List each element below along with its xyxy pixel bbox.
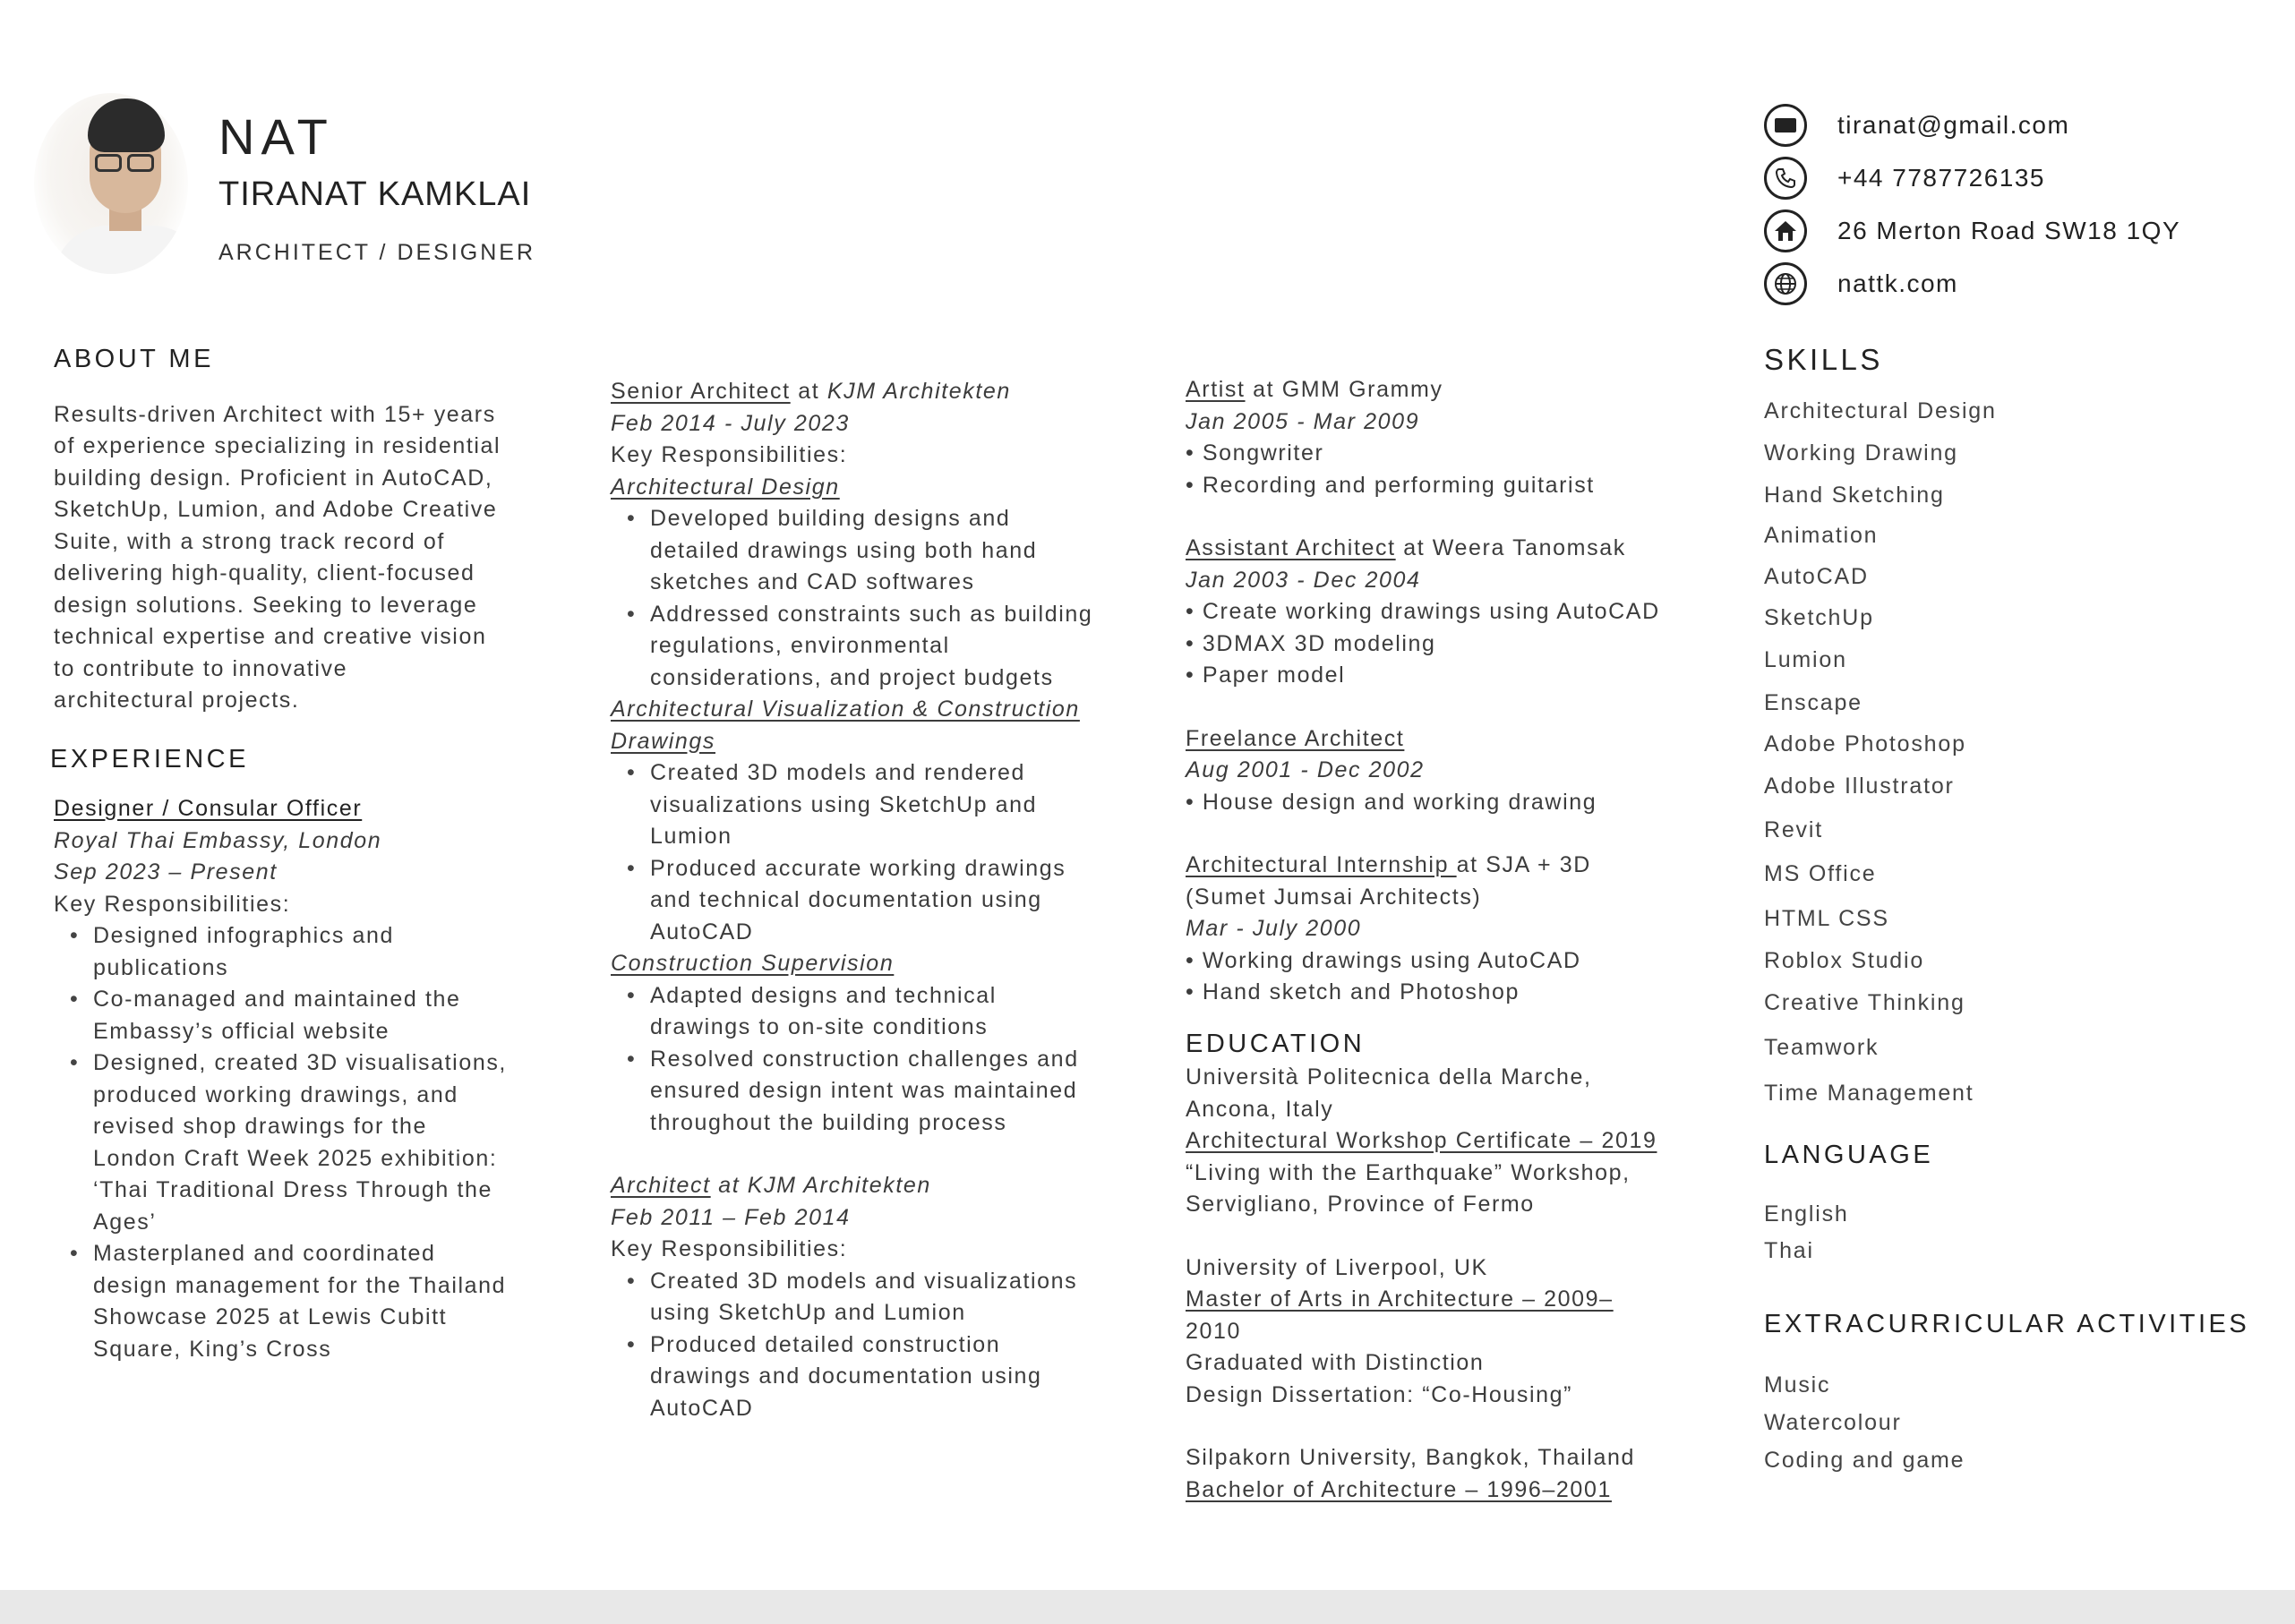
skill-item: Time Management: [1764, 1080, 1974, 1106]
job-title: Freelance Architect: [1186, 725, 1405, 751]
job-title: Architectural Internship: [1186, 852, 1457, 877]
list-item: • Developed building designs and detailed drawings using both hand sketches and CAD softwares: [650, 503, 1130, 599]
language-heading: LANGUAGE: [1764, 1140, 1934, 1169]
responsibilities-list: [611, 757, 1130, 948]
job-dates: Jan 2003 - Dec 2004: [1186, 567, 1421, 593]
job-dates: Mar - July 2000: [1186, 916, 1362, 941]
skill-item: Hand Sketching: [1764, 482, 1945, 508]
skill-item: Architectural Design: [1764, 397, 1997, 423]
skill-item: Creative Thinking: [1764, 989, 1965, 1015]
extracurricular-heading: EXTRACURRICULAR ACTIVITIES: [1764, 1310, 2250, 1338]
skill-item: Adobe Illustrator: [1764, 773, 1955, 799]
list-item: • Working drawings using AutoCAD: [1186, 945, 1705, 978]
list-item: • Produced detailed construction drawings and documentation using AutoCAD: [650, 1329, 1130, 1425]
globe-icon: [1764, 262, 1807, 305]
degree: Architectural Workshop Certificate – 2019: [1186, 1128, 1657, 1153]
avatar: [34, 93, 188, 274]
skill-item: SketchUp: [1764, 604, 1874, 630]
activity-item: Watercolour: [1764, 1409, 1902, 1435]
first-name: NAT: [218, 108, 334, 165]
language-item: Thai: [1764, 1238, 1814, 1263]
responsibilities-label: Key Responsibilities:: [54, 891, 291, 917]
job-title: Architect: [611, 1173, 711, 1198]
subsection-title: Architectural Visualization & Construction Drawings: [611, 697, 1080, 754]
job-role: ARCHITECT / DESIGNER: [218, 240, 536, 265]
responsibilities-list: [611, 503, 1130, 694]
job-company: KJM Architekten: [826, 379, 1011, 404]
home-icon: [1764, 209, 1807, 252]
job-dates: Aug 2001 - Dec 2002: [1186, 757, 1425, 782]
skill-item: HTML CSS: [1764, 905, 1889, 931]
activity-item: Music: [1764, 1372, 1831, 1397]
skill-item: Roblox Studio: [1764, 947, 1925, 973]
email-text: tiranat@gmail.com: [1837, 110, 2070, 139]
job-title: Senior Architect: [611, 379, 791, 404]
education-note: “Living with the Earthquake” Workshop,: [1186, 1159, 1631, 1185]
degree: Bachelor of Architecture – 1996–2001: [1186, 1476, 1612, 1502]
phone-text: +44 7787726135: [1837, 163, 2045, 192]
job-title-line: Architect at KJM Architekten: [611, 1173, 931, 1198]
job-title: Artist: [1186, 377, 1246, 402]
school-name: Silpakorn University, Bangkok, Thailand: [1186, 1445, 1635, 1470]
list-item: • Songwriter: [1186, 438, 1705, 470]
column-skills: [1764, 344, 2265, 1479]
contact-list: [1764, 98, 2180, 310]
list-item: • Resolved construction challenges and ensured design intent was maintained throughout the building process: [650, 1044, 1130, 1140]
skill-item: AutoCAD: [1764, 563, 1869, 589]
language-item: English: [1764, 1201, 1849, 1227]
email-icon: [1764, 104, 1807, 147]
education-note: Servigliano, Province of Fermo: [1186, 1192, 1535, 1217]
skills-list: [1764, 390, 2265, 1116]
skill-item: Enscape: [1764, 689, 1863, 715]
column-about-experience: [50, 344, 537, 1365]
activity-item: Coding and game: [1764, 1447, 1965, 1473]
list-item: • Created 3D models and visualizations using SketchUp and Lumion: [650, 1266, 1130, 1329]
job-title-line: Architectural Internship at SJA + 3D: [1186, 852, 1591, 877]
list-item: • Recording and performing guitarist: [1186, 470, 1705, 502]
degree: Master of Arts in Architecture – 2009– 2010: [1186, 1286, 1614, 1344]
education-heading: EDUCATION: [1186, 1029, 1366, 1058]
school-name: University of Liverpool, UK: [1186, 1254, 1488, 1280]
skills-heading: SKILLS: [1764, 343, 1883, 376]
job-dates: Sep 2023 – Present: [54, 859, 278, 885]
job-title-line: Senior Architect at KJM Architekten: [611, 379, 1011, 404]
job-company: (Sumet Jumsai Architects): [1186, 884, 1482, 910]
responsibilities-label: Key Responsibilities:: [611, 442, 848, 467]
list-item: • Create working drawings using AutoCAD: [1186, 596, 1705, 628]
school-location: Ancona, Italy: [1186, 1096, 1334, 1122]
job-title-line: Assistant Architect at Weera Tanomsak: [1186, 535, 1626, 560]
list-item: • House design and working drawing: [1186, 787, 1705, 819]
experience-heading: EXPERIENCE: [50, 744, 249, 774]
list-item: • Addressed constraints such as building regulations, environmental considerations, and project budgets: [650, 599, 1130, 695]
responsibilities-list: [54, 920, 537, 1365]
list-item: • 3DMAX 3D modeling: [1186, 628, 1705, 661]
column-experience-education: [1186, 374, 1705, 1506]
job-title: Assistant Architect: [1186, 535, 1396, 560]
address-text: 26 Merton Road SW18 1QY: [1837, 216, 2181, 244]
job-dates: Feb 2011 – Feb 2014: [611, 1204, 851, 1230]
full-name: TIRANAT KAMKLAI: [218, 175, 532, 213]
about-heading: ABOUT ME: [54, 345, 214, 373]
page-footer-bar: [0, 1590, 2295, 1624]
list-item: • Designed infographics and publications: [93, 920, 537, 984]
job-dates: Jan 2005 - Mar 2009: [1186, 408, 1420, 434]
list-item: • Produced accurate working drawings and technical documentation using AutoCAD: [650, 853, 1130, 949]
contact-email[interactable]: [1764, 98, 2180, 151]
skill-item: Working Drawing: [1764, 440, 1958, 466]
education-note: Design Dissertation: “Co-Housing”: [1186, 1381, 1573, 1407]
skill-item: MS Office: [1764, 860, 1877, 886]
list-item: • Created 3D models and rendered visualizations using SketchUp and Lumion: [650, 757, 1130, 853]
list-item: • Masterplaned and coordinated design management for the Thailand Showcase 2025 at Lewis Cubitt Square, King’s Cross: [93, 1238, 537, 1365]
job-organization: Royal Thai Embassy, London: [54, 827, 382, 853]
contact-address[interactable]: [1764, 204, 2180, 257]
contact-website[interactable]: [1764, 257, 2180, 310]
extracurricular-list: [1764, 1366, 2265, 1479]
list-item: • Adapted designs and technical drawings to on-site conditions: [650, 980, 1130, 1044]
skill-item: Adobe Photoshop: [1764, 731, 1966, 756]
skill-item: Lumion: [1764, 646, 1847, 672]
job-title: Designer / Consular Officer: [54, 796, 363, 821]
list-item: • Hand sketch and Photoshop: [1186, 977, 1705, 1009]
responsibilities-label: Key Responsibilities:: [611, 1236, 848, 1261]
language-list: [1764, 1196, 2265, 1269]
skill-item: Revit: [1764, 816, 1823, 842]
school-name: Università Politecnica della Marche,: [1186, 1064, 1592, 1090]
contact-phone[interactable]: [1764, 151, 2180, 204]
job-dates: Feb 2014 - July 2023: [611, 410, 850, 436]
list-item: • Designed, created 3D visualisations, produced working drawings, and revised shop drawings for the London Craft Week 2025 exhibition: ‘Thai Traditional Dress Through the Ages’: [93, 1047, 537, 1238]
list-item: • Paper model: [1186, 660, 1705, 692]
education-note: Graduated with Distinction: [1186, 1350, 1485, 1375]
subsection-title: Construction Supervision: [611, 951, 895, 976]
website-text: nattk.com: [1837, 269, 1958, 297]
skill-item: Teamwork: [1764, 1034, 1880, 1060]
list-item: • Co-managed and maintained the Embassy’s official website: [93, 984, 537, 1047]
skill-item: Animation: [1764, 522, 1879, 548]
phone-icon: [1764, 157, 1807, 200]
column-experience-kjm: [611, 376, 1130, 1424]
responsibilities-list: [611, 1266, 1130, 1425]
subsection-title: Architectural Design: [611, 474, 840, 500]
about-text: Results-driven Architect with 15+ years of experience specializing in residential building design. Proficient in AutoCAD, SketchUp, Lumion, and Adobe Creative Suite, with a strong track record of delivering high-quality, client-focused design solutions. Seeking to leverage technical expertise and creative vision to contribute to innovative architectural projects.: [54, 401, 501, 713]
job-title-line: Artist at GMM Grammy: [1186, 377, 1443, 402]
responsibilities-list: [611, 980, 1130, 1140]
